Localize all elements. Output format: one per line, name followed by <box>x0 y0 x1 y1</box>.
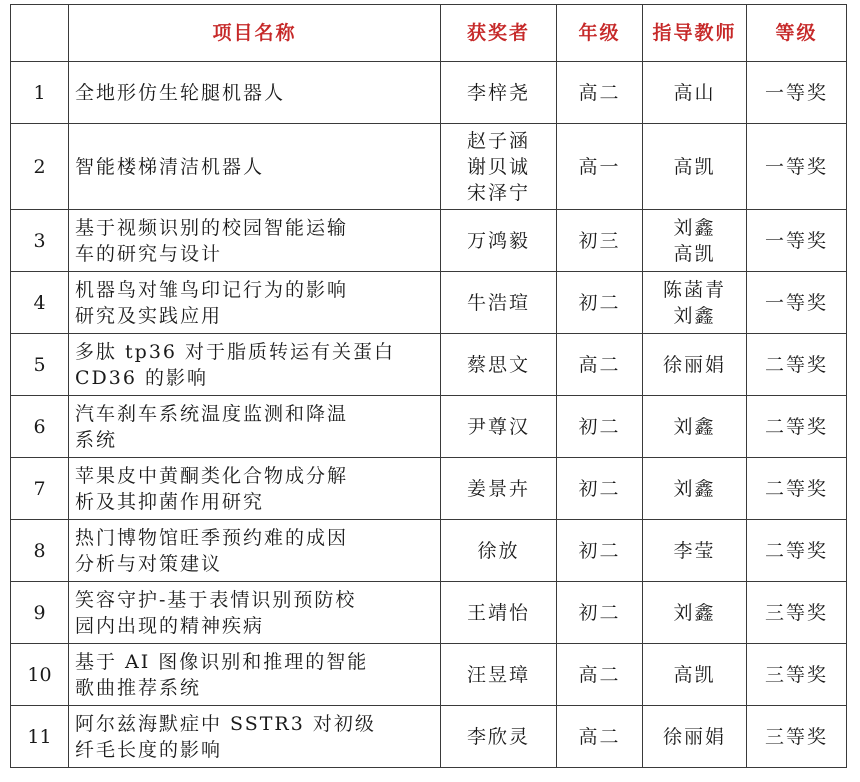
award-level: 二等奖 <box>747 520 847 582</box>
project-name-line: 苹果皮中黄酮类化合物成分解 <box>75 464 349 487</box>
grade: 高二 <box>557 706 643 768</box>
grade: 初二 <box>557 458 643 520</box>
advisor-names-line: 高山 <box>673 81 716 104</box>
winner-names <box>441 124 557 210</box>
project-name-line: CD36 的影响 <box>75 366 208 389</box>
grade: 初二 <box>557 272 643 334</box>
advisor-names-line: 高凯 <box>673 155 716 178</box>
award-level: 一等奖 <box>747 62 847 124</box>
row-index: 9 <box>11 582 69 644</box>
grade: 初三 <box>557 210 643 272</box>
winner-names-line: 王靖怡 <box>466 601 530 624</box>
row-index: 6 <box>11 396 69 458</box>
project-name <box>69 124 441 210</box>
advisor-names <box>643 520 747 582</box>
winner-names <box>441 644 557 706</box>
advisor-names <box>643 272 747 334</box>
award-level: 二等奖 <box>747 458 847 520</box>
row-index: 5 <box>11 334 69 396</box>
row-index: 2 <box>11 124 69 210</box>
row-index: 10 <box>11 644 69 706</box>
row-index: 1 <box>11 62 69 124</box>
project-name-line: 热门博物馆旺季预约难的成因 <box>75 526 349 549</box>
advisor-names-line: 刘鑫 <box>673 601 716 624</box>
advisor-names-line: 徐丽娟 <box>662 725 726 748</box>
award-level: 三等奖 <box>747 644 847 706</box>
table-row <box>11 644 847 706</box>
advisor-names-line: 刘鑫 <box>673 216 716 239</box>
project-name <box>69 272 441 334</box>
winner-names-line: 姜景卉 <box>466 477 530 500</box>
advisor-names-line: 高凯 <box>673 663 716 686</box>
advisor-names <box>643 458 747 520</box>
grade: 初二 <box>557 520 643 582</box>
advisor-names <box>643 582 747 644</box>
project-name <box>69 520 441 582</box>
project-name <box>69 334 441 396</box>
project-name-line: 园内出现的精神疾病 <box>75 614 265 637</box>
advisor-names-line: 刘鑫 <box>673 304 716 327</box>
awards-table <box>10 4 847 768</box>
project-name-line: 歌曲推荐系统 <box>75 676 202 699</box>
row-index: 3 <box>11 210 69 272</box>
grade: 初二 <box>557 582 643 644</box>
table-row <box>11 210 847 272</box>
award-level: 二等奖 <box>747 334 847 396</box>
award-level: 一等奖 <box>747 210 847 272</box>
project-name <box>69 62 441 124</box>
winner-names-line: 李欣灵 <box>466 725 530 748</box>
winner-names-line: 徐放 <box>477 539 520 562</box>
advisor-names-line: 李莹 <box>673 539 716 562</box>
project-name-line: 析及其抑菌作用研究 <box>75 490 265 513</box>
project-name-line: 纤毛长度的影响 <box>75 738 223 761</box>
winner-names-line: 万鸿毅 <box>466 229 530 252</box>
advisor-names <box>643 124 747 210</box>
winner-names-line: 尹尊汉 <box>466 415 530 438</box>
winner-names <box>441 458 557 520</box>
award-level: 一等奖 <box>747 272 847 334</box>
award-level: 二等奖 <box>747 396 847 458</box>
winner-names <box>441 62 557 124</box>
winner-names-line: 李梓尧 <box>466 81 530 104</box>
winner-names-line: 蔡思文 <box>466 353 530 376</box>
table-row <box>11 520 847 582</box>
grade: 高二 <box>557 334 643 396</box>
winner-names-line: 牛浩瑄 <box>466 291 530 314</box>
table-row <box>11 334 847 396</box>
table-header <box>11 5 847 62</box>
grade: 高二 <box>557 62 643 124</box>
winner-names <box>441 210 557 272</box>
winner-names-line: 谢贝诚 <box>466 155 530 178</box>
advisor-names-line: 刘鑫 <box>673 477 716 500</box>
project-name-line: 系统 <box>75 428 118 451</box>
advisor-names-line: 徐丽娟 <box>662 353 726 376</box>
advisor-names-line: 高凯 <box>673 242 716 265</box>
table-row <box>11 62 847 124</box>
table-row <box>11 706 847 768</box>
advisor-names <box>643 334 747 396</box>
winner-names <box>441 582 557 644</box>
project-name <box>69 396 441 458</box>
header-advisor: 指导教师 <box>643 5 747 62</box>
row-index: 8 <box>11 520 69 582</box>
award-level: 三等奖 <box>747 706 847 768</box>
winner-names <box>441 706 557 768</box>
advisor-names <box>643 706 747 768</box>
winner-names <box>441 334 557 396</box>
table-row <box>11 272 847 334</box>
project-name-line: 笑容守护-基于表情识别预防校 <box>75 588 357 611</box>
project-name <box>69 210 441 272</box>
table-row <box>11 396 847 458</box>
header-index <box>11 5 69 62</box>
project-name <box>69 582 441 644</box>
project-name-line: 车的研究与设计 <box>75 242 223 265</box>
project-name <box>69 458 441 520</box>
project-name <box>69 706 441 768</box>
table-row <box>11 458 847 520</box>
project-name-line: 全地形仿生轮腿机器人 <box>75 81 286 104</box>
winner-names-line: 宋泽宁 <box>466 181 530 204</box>
project-name-line: 分析与对策建议 <box>75 552 223 575</box>
project-name <box>69 644 441 706</box>
project-name-line: 机器鸟对雏鸟印记行为的影响 <box>75 278 349 301</box>
project-name-line: 智能楼梯清洁机器人 <box>75 155 265 178</box>
award-level: 三等奖 <box>747 582 847 644</box>
winner-names <box>441 272 557 334</box>
table-body <box>11 62 847 768</box>
advisor-names <box>643 396 747 458</box>
project-name-line: 汽车刹车系统温度监测和降温 <box>75 402 349 425</box>
row-index: 11 <box>11 706 69 768</box>
grade: 初二 <box>557 396 643 458</box>
grade: 高一 <box>557 124 643 210</box>
advisor-names <box>643 210 747 272</box>
advisor-names <box>643 644 747 706</box>
table-row <box>11 582 847 644</box>
project-name-line: 基于视频识别的校园智能运输 <box>75 216 349 239</box>
table-row <box>11 124 847 210</box>
project-name-line: 研究及实践应用 <box>75 304 223 327</box>
winner-names-line: 汪昱璋 <box>466 663 530 686</box>
winner-names <box>441 396 557 458</box>
advisor-names-line: 刘鑫 <box>673 415 716 438</box>
grade: 高二 <box>557 644 643 706</box>
row-index: 4 <box>11 272 69 334</box>
winner-names <box>441 520 557 582</box>
header-grade: 年级 <box>557 5 643 62</box>
header-award-level: 等级 <box>747 5 847 62</box>
advisor-names <box>643 62 747 124</box>
project-name-line: 阿尔兹海默症中 SSTR3 对初级 <box>75 712 376 735</box>
header-project-name: 项目名称 <box>69 5 441 62</box>
award-level: 一等奖 <box>747 124 847 210</box>
row-index: 7 <box>11 458 69 520</box>
winner-names-line: 赵子涵 <box>466 129 530 152</box>
project-name-line: 基于 AI 图像识别和推理的智能 <box>75 650 369 673</box>
project-name-line: 多肽 tp36 对于脂质转运有关蛋白 <box>75 340 396 363</box>
header-winner: 获奖者 <box>441 5 557 62</box>
advisor-names-line: 陈菡青 <box>662 278 726 301</box>
header-row <box>11 5 847 62</box>
